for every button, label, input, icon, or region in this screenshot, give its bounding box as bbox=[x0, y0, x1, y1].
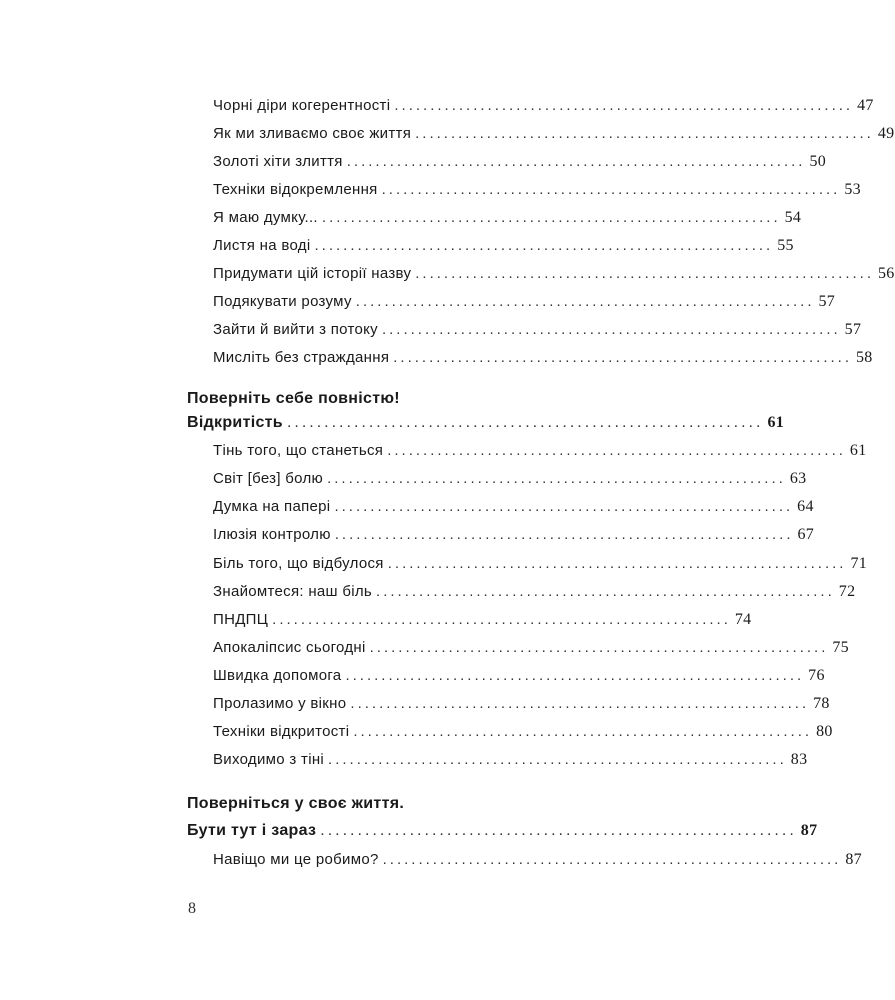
toc-entry bbox=[213, 723, 833, 745]
toc-entry bbox=[213, 181, 861, 203]
toc-entry-page: 72 bbox=[838, 583, 856, 600]
toc-entry bbox=[213, 751, 808, 773]
toc-entry-title: Тінь того, що станеться bbox=[213, 442, 384, 459]
dot-leader: ................................................................ bbox=[272, 611, 731, 628]
toc-entry-page: 53 bbox=[844, 181, 861, 198]
toc-entry-title: Чорні діри когерентності bbox=[213, 97, 391, 114]
toc-entry bbox=[213, 611, 752, 633]
toc-entry bbox=[213, 470, 807, 492]
toc-entry-title: ПНДПЦ bbox=[213, 611, 269, 628]
page-number: 8 bbox=[188, 900, 196, 917]
toc-entry bbox=[213, 321, 862, 343]
dot-leader: ................................................................ bbox=[355, 293, 815, 310]
toc-entry bbox=[213, 153, 827, 175]
toc-entry-title: Апокаліпсис сьогодні bbox=[213, 639, 366, 656]
toc-section-entry bbox=[187, 414, 785, 436]
dot-leader: ................................................................ bbox=[334, 526, 794, 543]
dot-leader: ................................................................ bbox=[320, 822, 797, 839]
toc-entry-title: Техніки відокремлення bbox=[213, 181, 378, 198]
dot-leader: ................................................................ bbox=[382, 851, 842, 868]
dot-leader: ................................................................ bbox=[346, 153, 806, 170]
section-heading: Поверніть себе повністю! bbox=[187, 390, 400, 407]
dot-leader: ................................................................ bbox=[321, 209, 781, 226]
toc-entry-page: 55 bbox=[777, 237, 794, 254]
dot-leader: ................................................................ bbox=[393, 349, 852, 366]
toc-entry-title: Світ [без] болю bbox=[213, 470, 324, 487]
toc-entry bbox=[213, 125, 895, 147]
toc-entry bbox=[213, 498, 814, 520]
toc-entry-title: Подякувати розуму bbox=[213, 293, 352, 310]
toc-entry-title: Мисліть без страждання bbox=[213, 349, 390, 366]
toc-entry bbox=[213, 293, 836, 315]
toc-entry-page: 63 bbox=[789, 470, 807, 487]
toc-entry-title: Швидка допомога bbox=[213, 667, 342, 684]
dot-leader: ................................................................ bbox=[381, 181, 841, 198]
toc-entry-title: Навіщо ми це робимо? bbox=[213, 851, 379, 868]
toc-section-page: 61 bbox=[767, 414, 785, 431]
toc-entry bbox=[213, 695, 830, 717]
toc-entry bbox=[213, 442, 867, 464]
toc-entry-page: 57 bbox=[844, 321, 862, 338]
toc-entry-page: 64 bbox=[797, 498, 814, 515]
toc-entry-title: Знайомтеся: наш біль bbox=[213, 583, 373, 600]
toc-entry bbox=[213, 555, 868, 577]
toc-section-entry bbox=[187, 822, 818, 844]
dot-leader: ................................................................ bbox=[353, 723, 813, 740]
toc-entry bbox=[213, 583, 856, 605]
dot-leader: ................................................................ bbox=[387, 442, 846, 459]
toc-section-page: 87 bbox=[800, 822, 818, 839]
dot-leader: ................................................................ bbox=[376, 583, 835, 600]
dot-leader: ................................................................ bbox=[381, 321, 841, 338]
toc-entry-title: Думка на папері bbox=[213, 498, 331, 515]
toc-entry-page: 61 bbox=[849, 442, 867, 459]
toc-entry-title: Ілюзія контролю bbox=[213, 526, 331, 543]
toc-entry-title: Виходимо з тіні bbox=[213, 751, 325, 768]
toc-entry bbox=[213, 667, 825, 689]
toc-entry-page: 47 bbox=[857, 97, 874, 114]
dot-leader: ................................................................ bbox=[314, 237, 774, 254]
toc-entry-title: Придумати цій історії назву bbox=[213, 265, 412, 282]
toc-entry-page: 49 bbox=[877, 125, 895, 142]
section-heading: Поверніться у своє життя. bbox=[187, 795, 405, 812]
toc-entry-page: 54 bbox=[784, 209, 802, 226]
dot-leader: ................................................................ bbox=[350, 695, 810, 712]
toc-entry-title: Техніки відкритості bbox=[213, 723, 350, 740]
toc-entry bbox=[213, 265, 895, 287]
toc-entry bbox=[213, 526, 815, 548]
toc-entry-page: 75 bbox=[832, 639, 849, 656]
dot-leader: ................................................................ bbox=[415, 125, 874, 142]
toc-entry bbox=[213, 349, 873, 371]
toc-entry-title: Листя на воді bbox=[213, 237, 311, 254]
toc-entry-page: 80 bbox=[816, 723, 833, 740]
dot-leader: ................................................................ bbox=[387, 555, 847, 572]
toc-entry bbox=[213, 851, 862, 873]
toc-entry-page: 87 bbox=[845, 851, 862, 868]
dot-leader: ................................................................ bbox=[369, 639, 829, 656]
toc-entry-page: 74 bbox=[734, 611, 752, 628]
dot-leader: ................................................................ bbox=[415, 265, 874, 282]
toc-entry bbox=[213, 237, 794, 259]
toc-entry bbox=[213, 639, 849, 661]
toc-entry-page: 76 bbox=[808, 667, 825, 684]
toc-section-title: Відкритість bbox=[187, 414, 283, 431]
dot-leader: ................................................................ bbox=[345, 667, 805, 684]
dot-leader: ................................................................ bbox=[334, 498, 794, 515]
toc-entry-title: Як ми зливаємо своє життя bbox=[213, 125, 412, 142]
dot-leader: ................................................................ bbox=[327, 470, 786, 487]
toc-entry-title: Золоті хіти злиття bbox=[213, 153, 343, 170]
toc-entry-title: Я маю думку... bbox=[213, 209, 318, 226]
toc-entry-title: Зайти й вийти з потоку bbox=[213, 321, 378, 338]
toc-entry bbox=[213, 97, 874, 119]
toc-entry-page: 78 bbox=[813, 695, 830, 712]
toc-entry-page: 67 bbox=[797, 526, 815, 543]
toc-entry-title: Біль того, що відбулося bbox=[213, 555, 384, 572]
dot-leader: ................................................................ bbox=[286, 414, 764, 431]
toc-entry-page: 57 bbox=[818, 293, 836, 310]
toc-entry-page: 58 bbox=[855, 349, 873, 366]
toc-entry-page: 50 bbox=[809, 153, 827, 170]
toc-section-title: Бути тут і зараз bbox=[187, 822, 317, 839]
toc-entry-page: 71 bbox=[850, 555, 868, 572]
toc-entry-page: 56 bbox=[877, 265, 895, 282]
toc-entry-title: Пролазимо у вікно bbox=[213, 695, 347, 712]
toc-entry-page: 83 bbox=[790, 751, 808, 768]
dot-leader: ................................................................ bbox=[328, 751, 787, 768]
dot-leader: ................................................................ bbox=[394, 97, 854, 114]
toc-entry bbox=[213, 209, 802, 231]
